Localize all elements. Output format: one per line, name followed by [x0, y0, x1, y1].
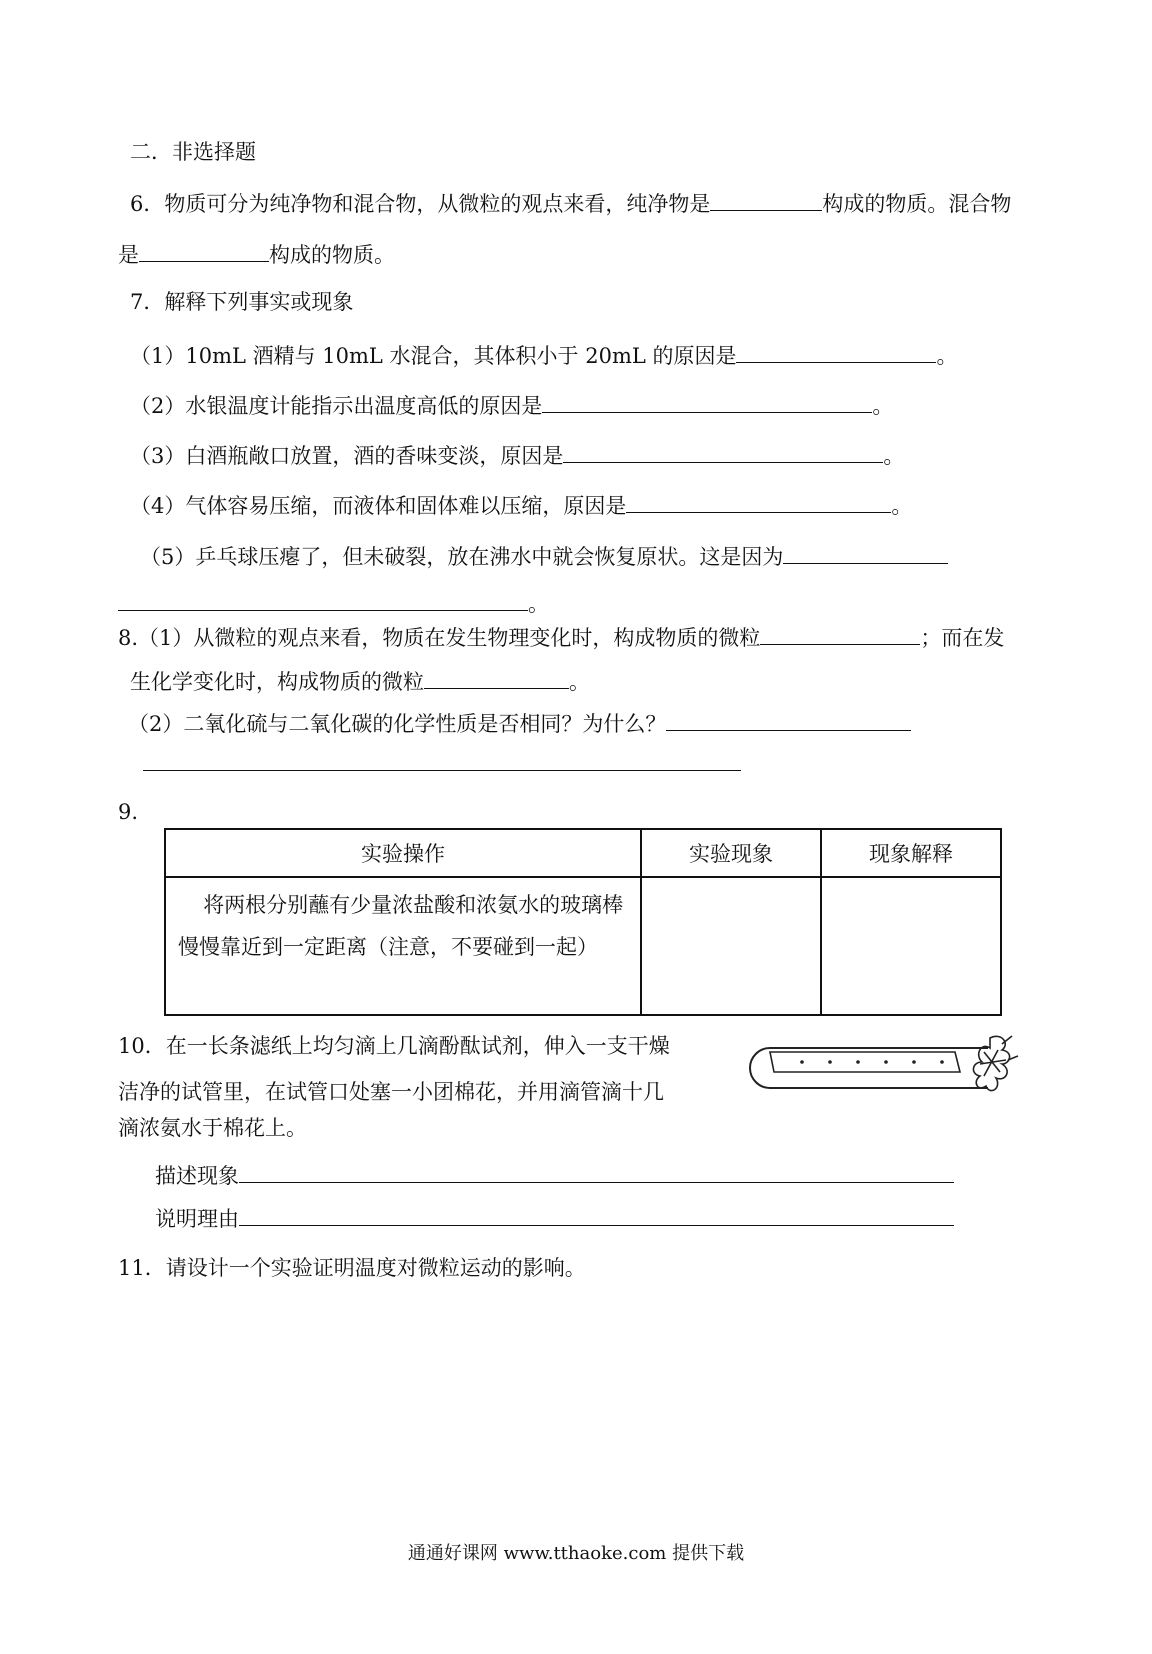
header-operation: 实验操作: [165, 829, 641, 877]
question-7-item-1: [130, 340, 957, 370]
answer-blank-8b[interactable]: [424, 666, 569, 689]
question-10-line-1: 10．在一长条滤纸上均匀滴上几滴酚酞试剂，伸入一支干燥: [118, 1034, 670, 1058]
question-7-item-2-end: 。: [872, 394, 894, 418]
question-7-item-5-end: 。: [528, 592, 549, 616]
experiment-table: [164, 828, 1002, 1016]
answer-blank-7-2[interactable]: [542, 390, 872, 413]
question-7-item-5-text: （5）乒乓球压瘪了，但未破裂，放在沸水中就会恢复原状。这是因为: [140, 545, 784, 569]
question-7-item-2: [130, 390, 893, 420]
question-10-line-2: 洁净的试管里，在试管口处塞一小团棉花，并用滴管滴十几: [118, 1080, 664, 1104]
question-9-number: 9.: [118, 800, 139, 824]
answer-blank-7-3[interactable]: [563, 440, 883, 463]
page-footer: 通通好课网 www.tthaoke.com 提供下载: [407, 1543, 745, 1564]
question-7-item-4-text: （4）气体容易压缩，而液体和固体难以压缩，原因是: [130, 494, 627, 518]
question-11: 11．请设计一个实验证明温度对微粒运动的影响。: [118, 1256, 586, 1280]
header-explanation: 现象解释: [821, 829, 1001, 877]
test-tube-illustration: [740, 1030, 1030, 1120]
question-8-part-2: [128, 708, 911, 738]
cell-explanation[interactable]: [821, 877, 1001, 1015]
question-10-line-3: 滴浓氨水于棉花上。: [118, 1116, 307, 1140]
question-6-text-d: 构成的物质。: [269, 243, 395, 267]
question-7-item-3-text: （3）白酒瓶敞口放置，酒的香味变淡，原因是: [130, 444, 564, 468]
filter-paper-strip: [770, 1052, 960, 1072]
question-8-text-a: 8.（1）从微粒的观点来看，物质在发生物理变化时，构成物质的微粒: [118, 626, 761, 650]
describe-phenomenon-row: [155, 1160, 954, 1190]
question-6-text-a: 6．物质可分为纯净物和混合物，从微粒的观点来看，纯净物是: [130, 192, 711, 216]
cell-operation: 将两根分别蘸有少量浓盐酸和浓氨水的玻璃棒慢慢靠近到一定距离（注意，不要碰到一起）: [165, 877, 641, 1015]
question-7-item-5-cont: [118, 588, 549, 618]
question-7-item-2-text: （2）水银温度计能指示出温度高低的原因是: [130, 394, 543, 418]
question-6-text-b: 构成的物质。混合物: [822, 192, 1012, 216]
cotton-ball: [973, 1036, 1018, 1091]
section-title: 二．非选择题: [130, 140, 256, 164]
phenolphthalein-drops: [800, 1060, 944, 1064]
question-7-item-5: [140, 541, 948, 571]
question-7-item-3: [130, 440, 904, 470]
question-8-text-d: 。: [569, 670, 590, 694]
answer-blank-6a[interactable]: [710, 188, 822, 211]
explain-reason-label: 说明理由: [155, 1207, 239, 1231]
answer-blank-7-4[interactable]: [626, 490, 891, 513]
question-6-line-1: [130, 188, 1011, 218]
describe-phenomenon-label: 描述现象: [155, 1164, 239, 1188]
question-7-item-4: [130, 490, 912, 520]
test-tube-body: [750, 1048, 988, 1088]
question-7-item-1-text: （1）10mL 酒精与 10mL 水混合，其体积小于 20mL 的原因是: [130, 344, 737, 368]
question-7-item-4-end: 。: [891, 494, 913, 518]
question-7-item-3-end: 。: [883, 444, 905, 468]
header-phenomenon: 实验现象: [641, 829, 821, 877]
question-8-line-2: [130, 666, 590, 696]
answer-blank-8c[interactable]: [666, 708, 911, 731]
question-7-stem: 7．解释下列事实或现象: [130, 290, 354, 314]
answer-blank-7-5a[interactable]: [783, 541, 948, 564]
question-8-line-1: [118, 622, 1004, 652]
question-7-item-1-end: 。: [936, 344, 958, 368]
table-row: [165, 877, 1001, 1015]
answer-blank-7-5b[interactable]: [118, 588, 528, 611]
answer-blank-10b[interactable]: [239, 1203, 954, 1226]
table-header-row: [165, 829, 1001, 877]
answer-blank-8a[interactable]: [760, 622, 920, 645]
explain-reason-row: [155, 1203, 954, 1233]
cell-phenomenon[interactable]: [641, 877, 821, 1015]
question-8-text-b: ；而在发: [920, 626, 1005, 650]
question-8-part-2-text: （2）二氧化硫与二氧化碳的化学性质是否相同？为什么？: [128, 712, 667, 736]
question-6-text-c: 是: [118, 243, 139, 267]
answer-blank-10a[interactable]: [239, 1160, 954, 1183]
answer-blank-7-1[interactable]: [736, 340, 936, 363]
question-6-line-2: [118, 239, 395, 269]
answer-blank-6b[interactable]: [139, 239, 269, 262]
answer-line-8d[interactable]: [143, 770, 741, 771]
question-8-text-c: 生化学变化时，构成物质的微粒: [130, 670, 424, 694]
